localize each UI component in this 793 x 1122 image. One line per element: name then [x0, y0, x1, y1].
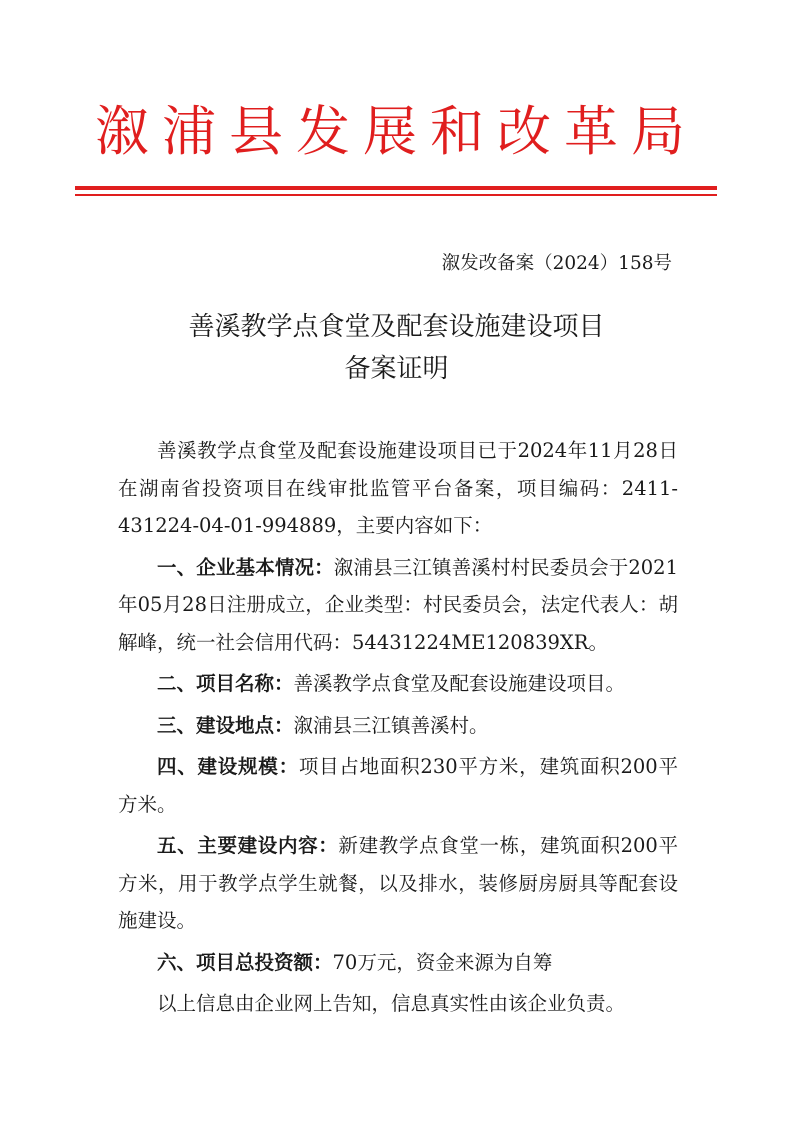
section-heading: 三、建设地点： — [157, 713, 294, 737]
section-text: 新建教学点食堂一栋，建筑面积200平方米，用于教学点学生就餐，以及排水，装修厨房厨具等配套设施建设。 — [118, 834, 678, 932]
header-divider-thick — [75, 186, 717, 190]
section-heading: 二、项目名称： — [157, 672, 294, 695]
section-text: 项目占地面积230平方米，建筑面积200平方米。 — [118, 755, 678, 816]
document-title-line1: 善溪教学点食堂及配套设施建设项目 — [188, 312, 605, 342]
document-title — [0, 306, 793, 390]
section-scale — [118, 748, 678, 823]
section-main-content — [118, 827, 678, 940]
section-heading: 四、建设规模： — [157, 755, 299, 778]
section-heading: 六、项目总投资额： — [157, 950, 333, 974]
section-investment — [118, 944, 678, 982]
document-title-line2: 备案证明 — [344, 354, 449, 384]
section-text: 70万元，资金来源为自筹 — [332, 950, 553, 974]
closing-paragraph: 以上信息由企业网上告知，信息真实性由该企业负责。 — [157, 992, 626, 1015]
document-body — [118, 432, 678, 1027]
organization-header: 溆浦县发展和改革局 — [95, 100, 698, 163]
section-location — [118, 707, 678, 745]
section-enterprise-info — [118, 549, 678, 662]
header-divider-thin — [75, 194, 717, 196]
section-text: 善溪教学点食堂及配套设施建设项目。 — [293, 672, 626, 695]
section-heading: 一、企业基本情况： — [157, 555, 334, 579]
intro-paragraph: 善溪教学点食堂及配套设施建设项目已于2024年11月28日在湖南省投资项目在线审批监管平台备案，项目编码：2411-431224-04-01-994889，主要内容如下： — [118, 439, 678, 537]
section-heading: 五、主要建设内容： — [157, 834, 339, 857]
section-project-name — [118, 665, 678, 703]
section-text: 溆浦县三江镇善溪村村民委员会于2021年05月28日注册成立，企业类型：村民委员会，法定代表人：胡解峰，统一社会信用代码：54431224ME120839XR。 — [118, 555, 678, 654]
document-number: 溆发改备案（2024）158号 — [441, 253, 672, 274]
section-text: 溆浦县三江镇善溪村。 — [293, 713, 489, 737]
